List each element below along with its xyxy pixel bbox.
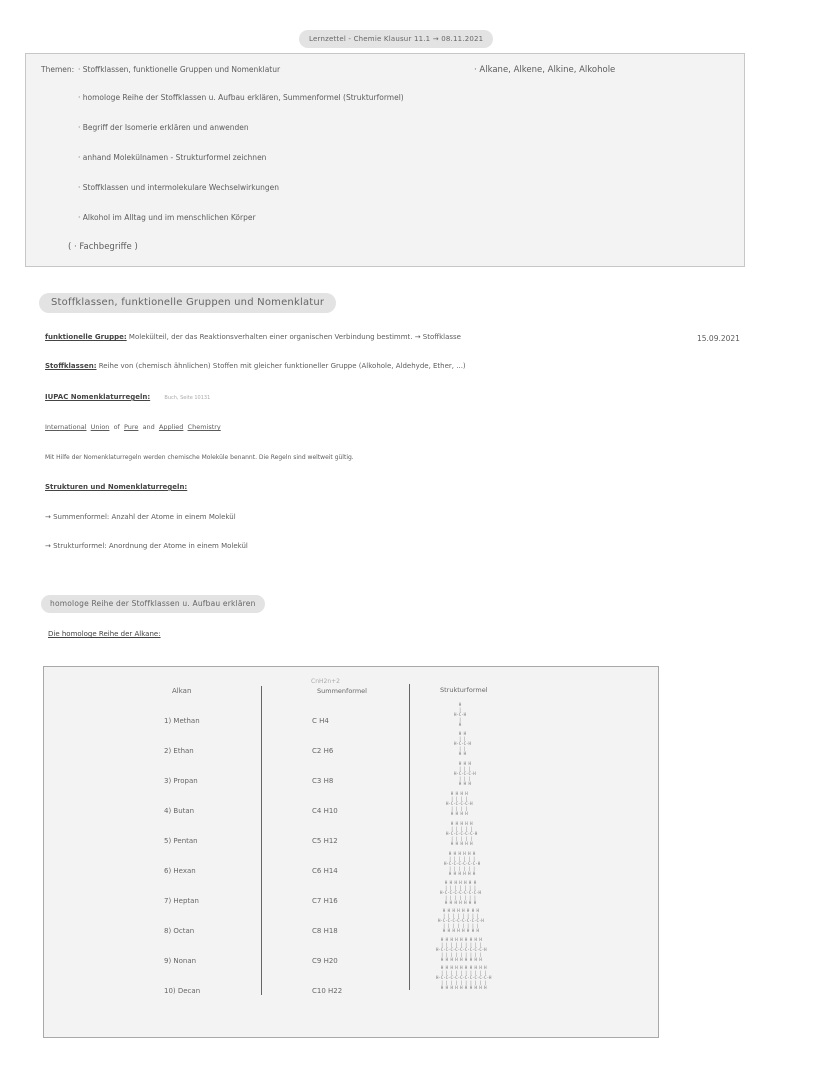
structural-formula: H H H H H H | | | | | | H-C-C-C-C-C-C-H | | | | | | H H H H H H: [444, 851, 481, 876]
subheading-text: Die homologe Reihe der Alkane:: [48, 630, 161, 638]
header-alkan: Alkan: [172, 687, 192, 695]
header-title: Lernzettel - Chemie Klausur 11.1 → 08.11.2021: [299, 30, 493, 48]
topic-item: · anhand Molekülnamen - Strukturformel zeichnen: [78, 153, 267, 162]
structural-formula: H H H H H H H H H H | | | | | | | | | | H-C-C-C-C-C-C-C-C-C-C-H | | | | | | | | | | H H H H H H H H H H: [436, 965, 492, 990]
iupac-word: Union: [90, 423, 110, 431]
alkane-formula: C3 H8: [312, 777, 334, 785]
alkane-formula: C9 H20: [312, 957, 338, 965]
term-funktionelle-gruppe: funktionelle Gruppe:: [45, 333, 127, 341]
alkane-name: 10) Decan: [164, 987, 201, 995]
iupac-word: Applied: [158, 423, 184, 431]
rules-text: Mit Hilfe der Nomenklaturregeln werden chemische Moleküle benannt. Die Regeln sind weltweit gültig.: [45, 454, 354, 461]
structural-formula: H H H H H | | | | | H-C-C-C-C-C-H | | | | | H H H H H: [446, 821, 478, 846]
text-funktionelle-gruppe: Molekülteil, der das Reaktionsverhalten einer organischen Verbindung bestimmt. → Stoffklasse: [128, 333, 461, 341]
topic-item: · Stoffklassen und intermolekulare Wechselwirkungen: [78, 183, 279, 192]
alkane-formula: C8 H18: [312, 927, 338, 935]
iupac-heading: [45, 393, 210, 401]
structural-formula: H H H H H H H | | | | | | | H-C-C-C-C-C-C-C-H | | | | | | | H H H H H H H: [440, 880, 481, 905]
topic-item: · Alkohol im Alltag und im menschlichen Körper: [78, 213, 256, 222]
column-divider: [409, 684, 410, 990]
iupac-word: Chemistry: [187, 423, 221, 431]
topic-item: ( · Fachbegriffe ): [68, 242, 138, 252]
section-date: 15.09.2021: [697, 334, 740, 343]
iupac-word: International: [45, 423, 87, 431]
alkane-formula: C2 H6: [312, 747, 334, 755]
iupac-word: and: [142, 423, 155, 431]
alkane-name: 6) Hexan: [164, 867, 196, 875]
section-title-stoffklassen: Stoffklassen, funktionelle Gruppen und Nomenklatur: [39, 293, 336, 313]
iupac-full-name: [45, 423, 221, 431]
topic-item: · homologe Reihe der Stoffklassen u. Aufbau erklären, Summenformel (Strukturformel): [78, 93, 404, 102]
topics-label: Themen:: [41, 65, 75, 74]
alkane-formula: C10 H22: [312, 987, 343, 995]
alkane-table: [43, 666, 659, 1038]
definition-stoffklassen: [45, 362, 466, 370]
topics-side-note: · Alkane, Alkene, Alkine, Alkohole: [474, 65, 616, 75]
alkane-formula: C H4: [312, 717, 329, 725]
iupac-word: Pure: [123, 423, 139, 431]
header-strukturformel: Strukturformel: [440, 686, 488, 694]
alkane-formula: C5 H12: [312, 837, 338, 845]
topics-box: [25, 53, 745, 267]
alkane-name: 2) Ethan: [164, 747, 194, 755]
structural-formula: H H H H H H H H | | | | | | | | H-C-C-C-C-C-C-C-C-H | | | | | | | | H H H H H H H H: [438, 908, 484, 933]
strukturformel-line: → Strukturformel: Anordnung der Atome in einem Molekül: [45, 542, 248, 550]
term-iupac: IUPAC Nomenklaturregeln:: [45, 393, 151, 401]
struct-heading: [45, 483, 187, 491]
structural-formula: H H H H | | | | H-C-C-C-C-H | | | | H H H H: [446, 791, 473, 816]
alkane-name: 7) Heptan: [164, 897, 199, 905]
structural-formula: H | H-C-H | H: [454, 702, 467, 727]
term-stoffklassen: Stoffklassen:: [45, 362, 97, 370]
alkane-name: 1) Methan: [164, 717, 200, 725]
alkane-formula: C7 H16: [312, 897, 338, 905]
text-stoffklassen: Reihe von (chemisch ähnlichen) Stoffen mit gleicher funktioneller Gruppe (Alkohole, Aldehyde, Ether, ...): [98, 362, 466, 370]
alkane-name: 5) Pentan: [164, 837, 198, 845]
struct-heading-text: Strukturen und Nomenklaturregeln:: [45, 483, 188, 491]
alkane-name: 4) Butan: [164, 807, 195, 815]
header-summenformel: Summenformel: [317, 687, 367, 695]
homologe-reihe-subheading: [48, 630, 161, 638]
alkane-formula: C6 H14: [312, 867, 338, 875]
alkane-name: 8) Octan: [164, 927, 195, 935]
definition-funktionelle-gruppe: [45, 333, 461, 341]
column-divider: [261, 686, 262, 995]
structural-formula: H H | | H-C-C-H | | H H: [454, 731, 471, 756]
formula-hint: CnH2n+2: [311, 678, 340, 685]
alkane-formula: C4 H10: [312, 807, 338, 815]
topic-item: · Begriff der Isomerie erklären und anwenden: [78, 123, 249, 132]
alkane-name: 9) Nonan: [164, 957, 197, 965]
structural-formula: H H H H H H H H H | | | | | | | | | H-C-C-C-C-C-C-C-C-C-H | | | | | | | | | H H H H H H H H H: [436, 937, 487, 962]
iupac-source: Buch, Seite 10131: [164, 395, 211, 401]
topic-item: · Stoffklassen, funktionelle Gruppen und Nomenklatur: [78, 65, 281, 74]
summenformel-line: → Summenformel: Anzahl der Atome in einem Molekül: [45, 513, 236, 521]
structural-formula: H H H | | | H-C-C-C-H | | | H H H: [454, 761, 476, 786]
alkane-name: 3) Propan: [164, 777, 198, 785]
section-title-homologe-reihe: homologe Reihe der Stoffklassen u. Aufbau erklären: [41, 595, 265, 613]
iupac-word: of: [113, 423, 120, 431]
